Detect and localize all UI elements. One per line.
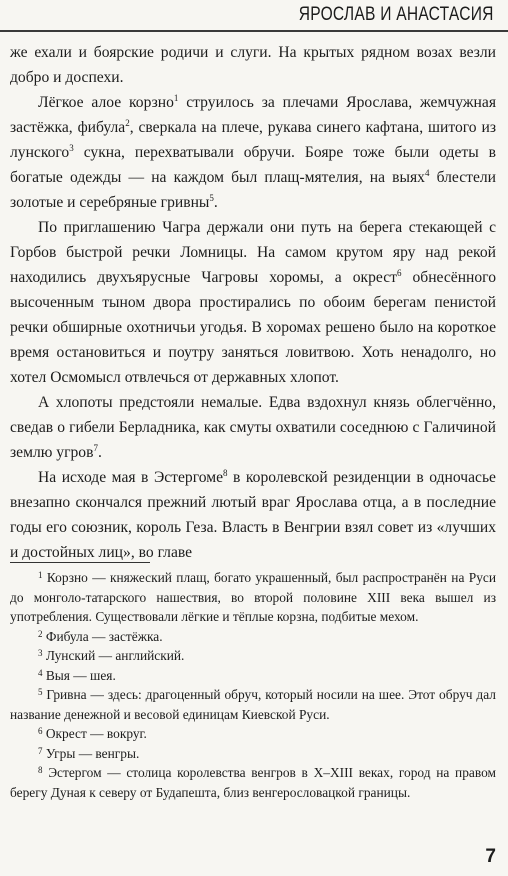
footnote [10,685,496,724]
footnote-number: 2 [38,628,43,639]
text-run: струилось за плечами Ярослава, жемчужная застёжка, фибула [10,94,496,136]
footnote-text: Окрест — вокруг. [45,726,147,741]
footnote-number: 5 [38,687,43,697]
text-run: обнесённого высоченным тыном двора простирались по обоим берегам пенистой речки обширные охотничьи угодья. В хоромах решено было на короткое время остановиться и поутру заняться ловитвою. Хоть ненадолго, но хотел Осмомысл отвлечься от державных хлопот. [10,269,496,386]
footnote-number: 6 [38,726,43,736]
footnote-separator [10,562,150,563]
text-run: По приглашению Чагра держали они путь на берега стекающей с Горбов быстрой речки Ломницы. На самом крутом яру над рекой находились двухъярусные Чагровы хоромы, а окрест [10,219,496,286]
footnote [10,568,496,627]
footnote-number: 7 [38,745,43,756]
footnote-number: 8 [38,765,43,775]
paragraph-2 [10,90,496,215]
text-run: блестели золотые и серебряные гривны [10,169,496,211]
footnote [10,627,496,647]
text-run: . [213,194,218,211]
footnote-ref: 5 [209,193,214,203]
footnote-text: Угры — венгры. [45,745,140,761]
text-run: . [97,444,102,461]
footnote-ref: 8 [222,468,228,478]
text-run: А хлопоты предстояли немалые. Едва вздохнул князь облегчённо, сведав о гибели Берладника, как смуты охватили соседнюю с Галичиной землю угров [10,394,496,461]
footnote [10,724,496,744]
footnote-number: 1 [38,570,43,580]
footnote-ref: 7 [93,443,98,453]
text-run: , сверкала на плече, рукава синего кафтана, шитого из лунского [10,119,496,161]
text-run: На исходе мая в Эстергоме [38,469,223,486]
footnote-text: Лунский — английский. [45,648,185,663]
text-run: в королевской резиденции в одночасье внезапно скончался прежний лютый враг Ярослава отца, а в последние годы его союзник, король Геза. Власть в Венгрии взял совет из «лучших и достойных лиц», во главе [10,469,496,561]
paragraph-5 [10,465,496,565]
footnote [10,646,496,666]
footnotes [10,568,496,802]
footnote [10,763,496,802]
footnote-text: Фибула — застёжка. [45,628,163,644]
page-number: 7 [485,846,496,867]
footnote-ref: 6 [396,268,402,278]
footnote-ref: 4 [424,168,430,178]
footnote-text: Выя — шея. [45,667,116,683]
paragraph-1: же ехали и боярские родичи и слуги. На крытых рядном возах везли добро и доспехи. [10,44,496,86]
footnote [10,666,496,686]
text-run: Лёгкое алое корзно [38,94,174,111]
footnote-text: Эстергом — столица королевства венгров в X–XIII веках, город на правом берегу Дуная к северу от Будапешта, близ венгерословацкой границы. [10,765,496,800]
footnote-text: Гривна — здесь: драгоценный обруч, который носили на шее. Этот обруч дал название денежной и весовой единицам Киевской Руси. [10,687,496,722]
footnote-ref: 2 [125,118,130,128]
footnote-number: 3 [38,648,43,658]
footnote-number: 4 [38,667,43,678]
text-run: сукна, перехватывали обручи. Бояре тоже были одеты в богатые одежды — на каждом был плащ-мятелия, на выях [10,144,496,186]
footnote-text: Корзно — княжеский плащ, богато украшенный, был распространён на Руси до монголо-татарского нашествия, во второй половине XIII века вышел из употребления. Существовали лёгкие и тёплые корзна, подбитые мехом. [10,570,496,624]
paragraph-4 [10,390,496,465]
paragraph-3 [10,215,496,390]
footnote-ref: 3 [69,143,74,153]
footnote-ref: 1 [173,93,179,103]
running-header-title: ЯРОСЛАВ И АНАСТАСИЯ [299,4,494,25]
header-rule [0,30,508,32]
footnote [10,744,496,764]
main-text [10,40,496,565]
